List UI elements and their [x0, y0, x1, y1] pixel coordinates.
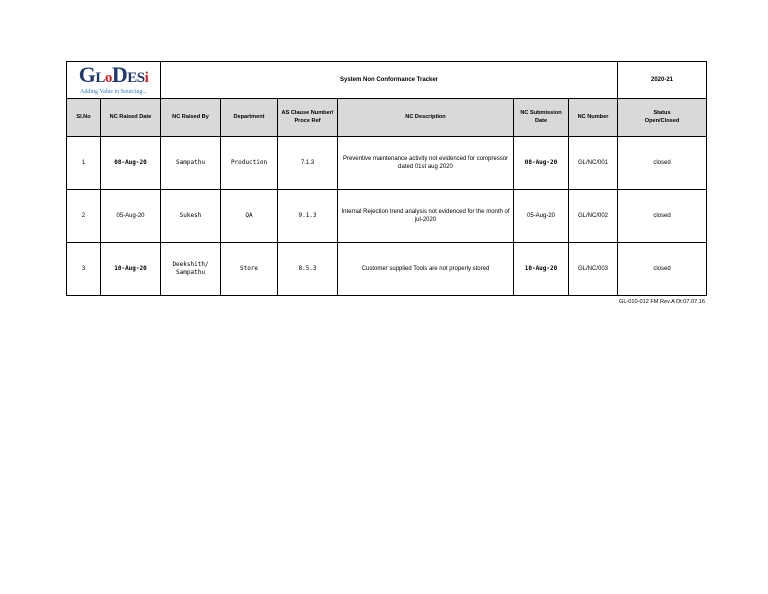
header-raised-by: NC Raised By	[161, 99, 221, 137]
table-row	[67, 243, 707, 296]
cell-clause: 9.1.3	[278, 190, 338, 243]
cell-submission-date: 08-Aug-20	[514, 137, 569, 190]
title-row	[67, 62, 707, 99]
form-reference: GL-010-012 FM Rev.A Dt:07.07.16	[618, 299, 705, 305]
cell-raised-date: 05-Aug-20	[101, 190, 161, 243]
cell-clause: 8.5.3	[278, 243, 338, 296]
logo-wordmark: GLoDESi	[78, 61, 149, 87]
cell-slno: 3	[67, 243, 101, 296]
year-label: 2020-21	[618, 62, 707, 99]
cell-raised-date: 10-Aug-20	[101, 243, 161, 296]
logo-tagline: Adding Value to Sourcing...	[80, 88, 147, 95]
header-slno: Sl.No	[67, 99, 101, 137]
header-description: NC Description	[338, 99, 514, 137]
header-raised-date: NC Raised Date	[101, 99, 161, 137]
cell-submission-date: 10-Aug-20	[514, 243, 569, 296]
header-nc-number: NC Number	[569, 99, 618, 137]
cell-slno: 2	[67, 190, 101, 243]
cell-status: closed	[618, 137, 707, 190]
cell-nc-number: GL/NC/002	[569, 190, 618, 243]
table-row	[67, 137, 707, 190]
cell-department: QA	[221, 190, 278, 243]
cell-description: Internal Rejection trend analysis not evidenced for the month of jul-2020	[338, 190, 514, 243]
cell-raised-by: Deekshith/ Sampathu	[161, 243, 221, 296]
cell-status: closed	[618, 243, 707, 296]
cell-department: Store	[221, 243, 278, 296]
cell-description: Customer supplied Tools are not properly stored	[338, 243, 514, 296]
cell-raised-date: 08-Aug-20	[101, 137, 161, 190]
logo	[67, 62, 161, 99]
cell-raised-by: Sampathu	[161, 137, 221, 190]
cell-slno: 1	[67, 137, 101, 190]
cell-description: Preventive maintenance activity not evidenced for compressor dated 01st aug 2020	[338, 137, 514, 190]
header-row	[67, 99, 707, 137]
cell-department: Production	[221, 137, 278, 190]
table-row	[67, 190, 707, 243]
nc-tracker-table	[66, 61, 707, 296]
cell-status: closed	[618, 190, 707, 243]
page-title: System Non Conformance Tracker	[161, 62, 618, 99]
header-status: Status Open/Closed	[618, 99, 707, 137]
header-clause: AS Clause Number/ Proce Ref	[278, 99, 338, 137]
cell-raised-by: Sukesh	[161, 190, 221, 243]
cell-clause: 7.1.3	[278, 137, 338, 190]
cell-nc-number: GL/NC/001	[569, 137, 618, 190]
header-department: Department	[221, 99, 278, 137]
cell-nc-number: GL/NC/003	[569, 243, 618, 296]
header-submission-date: NC Submission Date	[514, 99, 569, 137]
cell-submission-date: 05-Aug-20	[514, 190, 569, 243]
